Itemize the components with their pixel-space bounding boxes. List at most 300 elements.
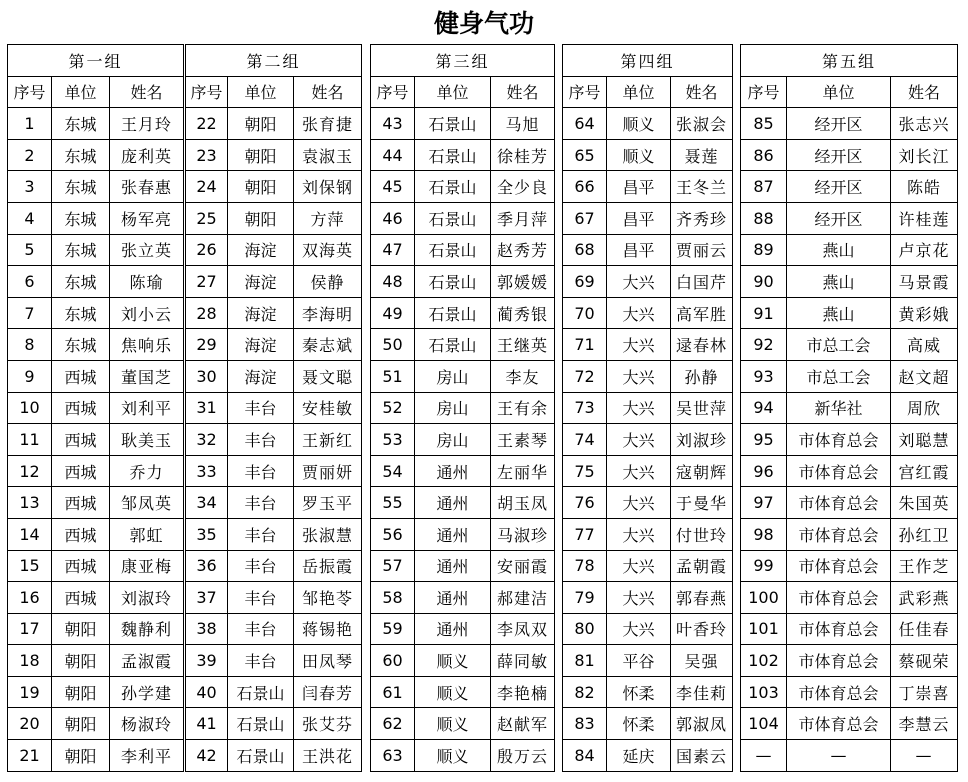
cell-name: 宫红霞: [891, 455, 958, 487]
cell-unit: 丰台: [228, 487, 294, 519]
cell-unit: 石景山: [415, 329, 491, 361]
table-row: [741, 645, 958, 677]
table-row: [741, 550, 958, 582]
cell-name: 邹凤英: [110, 487, 184, 519]
cell-unit: 西城: [52, 518, 110, 550]
cell-index: 35: [186, 518, 228, 550]
cell-name: 孙静: [671, 360, 733, 392]
table-row: [563, 645, 733, 677]
group-title: 第一组: [8, 45, 184, 77]
table-row: [563, 202, 733, 234]
cell-index: 47: [371, 234, 415, 266]
cell-unit: 石景山: [228, 708, 294, 740]
column-header-index: 序号: [741, 76, 787, 108]
cell-unit: 大兴: [607, 487, 671, 519]
cell-name: 黄彩娥: [891, 297, 958, 329]
table-row: [563, 676, 733, 708]
cell-unit: 东城: [52, 266, 110, 298]
cell-unit: 朝阳: [52, 676, 110, 708]
group-table-3: [370, 44, 555, 772]
table-row: [741, 139, 958, 171]
cell-unit: 海淀: [228, 297, 294, 329]
cell-name: 闫春芳: [294, 676, 362, 708]
cell-name: 李利平: [110, 740, 184, 772]
cell-name: 丁崇喜: [891, 676, 958, 708]
cell-index: 12: [8, 455, 52, 487]
cell-name: 王月玲: [110, 108, 184, 140]
cell-name: 王冬兰: [671, 171, 733, 203]
table-row: [371, 518, 555, 550]
cell-name: 赵秀芳: [491, 234, 555, 266]
cell-unit: 燕山: [787, 234, 891, 266]
cell-index: 80: [563, 613, 607, 645]
table-row: [186, 455, 362, 487]
table-row: [8, 550, 184, 582]
column-header-unit: 单位: [607, 76, 671, 108]
table-row: [563, 329, 733, 361]
cell-index: 28: [186, 297, 228, 329]
cell-unit: 石景山: [228, 676, 294, 708]
cell-name: 叶香玲: [671, 613, 733, 645]
table-row: [371, 487, 555, 519]
group-table-2: [185, 44, 362, 772]
cell-index: 58: [371, 582, 415, 614]
table-row: [563, 582, 733, 614]
cell-index: 24: [186, 171, 228, 203]
cell-unit: 市总工会: [787, 329, 891, 361]
cell-index: 103: [741, 676, 787, 708]
cell-unit: 经开区: [787, 108, 891, 140]
cell-index: 14: [8, 518, 52, 550]
cell-index: 9: [8, 360, 52, 392]
cell-index: 48: [371, 266, 415, 298]
table-row: [8, 487, 184, 519]
header-row: [186, 76, 362, 108]
table-row: [8, 518, 184, 550]
cell-unit: 大兴: [607, 424, 671, 456]
cell-index: 77: [563, 518, 607, 550]
cell-unit: 丰台: [228, 392, 294, 424]
cell-name: 李友: [491, 360, 555, 392]
cell-name: 高威: [891, 329, 958, 361]
cell-index: 67: [563, 202, 607, 234]
cell-name: 刘利平: [110, 392, 184, 424]
cell-name: 李海明: [294, 297, 362, 329]
cell-unit: 大兴: [607, 329, 671, 361]
cell-unit: 通州: [415, 518, 491, 550]
cell-unit: 市体育总会: [787, 518, 891, 550]
cell-index: 7: [8, 297, 52, 329]
table-row: [371, 676, 555, 708]
table-row: [563, 487, 733, 519]
cell-unit: 市体育总会: [787, 645, 891, 677]
cell-unit: 顺义: [607, 108, 671, 140]
column-header-name: 姓名: [110, 76, 184, 108]
cell-unit: 海淀: [228, 329, 294, 361]
cell-index: 65: [563, 139, 607, 171]
cell-name: 孟淑霞: [110, 645, 184, 677]
cell-unit: 丰台: [228, 424, 294, 456]
table-row: [186, 518, 362, 550]
cell-index: 34: [186, 487, 228, 519]
cell-unit: 石景山: [415, 202, 491, 234]
cell-name: 刘淑珍: [671, 424, 733, 456]
cell-name: 聂文聪: [294, 360, 362, 392]
table-row: [371, 202, 555, 234]
cell-name: 刘保钢: [294, 171, 362, 203]
cell-name: 董国芝: [110, 360, 184, 392]
cell-name: 田凤琴: [294, 645, 362, 677]
cell-name: 乔力: [110, 455, 184, 487]
cell-index: 96: [741, 455, 787, 487]
cell-index: 73: [563, 392, 607, 424]
cell-index: 70: [563, 297, 607, 329]
table-row: [563, 392, 733, 424]
cell-name: 张艾芬: [294, 708, 362, 740]
cell-unit: 朝阳: [52, 740, 110, 772]
cell-name: 孟朝霞: [671, 550, 733, 582]
cell-name: 王新红: [294, 424, 362, 456]
cell-unit: 顺义: [415, 645, 491, 677]
cell-index: 75: [563, 455, 607, 487]
cell-index: 60: [371, 645, 415, 677]
cell-unit: 平谷: [607, 645, 671, 677]
cell-name: 李凤双: [491, 613, 555, 645]
table-row: [371, 139, 555, 171]
table-row: [563, 108, 733, 140]
cell-unit: 丰台: [228, 613, 294, 645]
cell-index: 21: [8, 740, 52, 772]
cell-index: 61: [371, 676, 415, 708]
cell-unit: 丰台: [228, 582, 294, 614]
cell-name: 郭虹: [110, 518, 184, 550]
cell-unit: 怀柔: [607, 676, 671, 708]
table-row: [563, 266, 733, 298]
cell-index: 33: [186, 455, 228, 487]
table-row: [186, 708, 362, 740]
table-row: [741, 518, 958, 550]
column-header-index: 序号: [8, 76, 52, 108]
cell-unit: 通州: [415, 487, 491, 519]
cell-index: 16: [8, 582, 52, 614]
table-row: [186, 424, 362, 456]
cell-name: 付世玲: [671, 518, 733, 550]
cell-unit: 海淀: [228, 360, 294, 392]
table-row: [563, 360, 733, 392]
cell-unit: 大兴: [607, 266, 671, 298]
cell-index: 30: [186, 360, 228, 392]
cell-name: 许桂莲: [891, 202, 958, 234]
table-row: [8, 708, 184, 740]
cell-index: 17: [8, 613, 52, 645]
table-row: [741, 297, 958, 329]
cell-name: 徐桂芳: [491, 139, 555, 171]
table-row: [741, 582, 958, 614]
cell-index: 3: [8, 171, 52, 203]
cell-unit: 大兴: [607, 297, 671, 329]
cell-name: 王作芝: [891, 550, 958, 582]
cell-name: 郝建洁: [491, 582, 555, 614]
cell-unit: 西城: [52, 424, 110, 456]
cell-unit: 朝阳: [228, 139, 294, 171]
cell-unit: 顺义: [607, 139, 671, 171]
table-row: [186, 676, 362, 708]
cell-unit: 石景山: [415, 108, 491, 140]
table-row: [741, 266, 958, 298]
header-row: [371, 76, 555, 108]
cell-index: 82: [563, 676, 607, 708]
cell-unit: 大兴: [607, 582, 671, 614]
cell-index: 50: [371, 329, 415, 361]
cell-index: 79: [563, 582, 607, 614]
cell-name: 武彩燕: [891, 582, 958, 614]
cell-name: 刘聪慧: [891, 424, 958, 456]
group-table-1: [7, 44, 184, 772]
cell-unit: 石景山: [415, 234, 491, 266]
table-row: [8, 297, 184, 329]
cell-name: 康亚梅: [110, 550, 184, 582]
cell-name: 季月萍: [491, 202, 555, 234]
cell-index: 86: [741, 139, 787, 171]
cell-index: 101: [741, 613, 787, 645]
cell-index: 44: [371, 139, 415, 171]
cell-index: 49: [371, 297, 415, 329]
cell-unit: 石景山: [228, 740, 294, 772]
cell-name: 马淑珍: [491, 518, 555, 550]
table-row: [563, 171, 733, 203]
table-row: [563, 708, 733, 740]
cell-unit: —: [787, 740, 891, 772]
column-header-index: 序号: [186, 76, 228, 108]
cell-index: 8: [8, 329, 52, 361]
cell-unit: 大兴: [607, 455, 671, 487]
cell-unit: 朝阳: [228, 108, 294, 140]
table-row: [741, 329, 958, 361]
table-row: [563, 455, 733, 487]
cell-index: 83: [563, 708, 607, 740]
cell-index: 46: [371, 202, 415, 234]
cell-name: 马旭: [491, 108, 555, 140]
cell-name: 寇朝辉: [671, 455, 733, 487]
cell-unit: 顺义: [415, 740, 491, 772]
column-header-unit: 单位: [52, 76, 110, 108]
table-row: [563, 297, 733, 329]
cell-index: 42: [186, 740, 228, 772]
table-row: [186, 108, 362, 140]
table-row: [741, 740, 958, 772]
cell-unit: 大兴: [607, 392, 671, 424]
cell-name: 胡玉凤: [491, 487, 555, 519]
cell-name: 张育捷: [294, 108, 362, 140]
group-title: 第二组: [186, 45, 362, 77]
cell-name: 王素琴: [491, 424, 555, 456]
cell-name: 赵文超: [891, 360, 958, 392]
cell-unit: 朝阳: [228, 202, 294, 234]
table-row: [186, 266, 362, 298]
cell-unit: 西城: [52, 582, 110, 614]
cell-name: 高军胜: [671, 297, 733, 329]
cell-index: 27: [186, 266, 228, 298]
cell-unit: 西城: [52, 455, 110, 487]
table-row: [8, 139, 184, 171]
table-row: [186, 297, 362, 329]
table-row: [371, 171, 555, 203]
cell-unit: 市体育总会: [787, 455, 891, 487]
cell-unit: 丰台: [228, 550, 294, 582]
cell-name: 左丽华: [491, 455, 555, 487]
cell-index: 72: [563, 360, 607, 392]
cell-index: 95: [741, 424, 787, 456]
cell-unit: 顺义: [415, 676, 491, 708]
cell-unit: 通州: [415, 582, 491, 614]
cell-name: —: [891, 740, 958, 772]
cell-index: 97: [741, 487, 787, 519]
cell-unit: 东城: [52, 202, 110, 234]
cell-index: 74: [563, 424, 607, 456]
cell-name: 蔺秀银: [491, 297, 555, 329]
table-row: [371, 360, 555, 392]
cell-name: 李佳莉: [671, 676, 733, 708]
cell-unit: 东城: [52, 139, 110, 171]
cell-unit: 丰台: [228, 645, 294, 677]
table-row: [563, 613, 733, 645]
cell-unit: 大兴: [607, 613, 671, 645]
cell-index: 15: [8, 550, 52, 582]
cell-index: 4: [8, 202, 52, 234]
column-header-name: 姓名: [671, 76, 733, 108]
table-row: [741, 455, 958, 487]
cell-name: 殷万云: [491, 740, 555, 772]
cell-name: 郭春燕: [671, 582, 733, 614]
cell-name: 贾丽云: [671, 234, 733, 266]
cell-name: 安桂敏: [294, 392, 362, 424]
cell-index: 104: [741, 708, 787, 740]
cell-unit: 石景山: [415, 266, 491, 298]
cell-name: 吴强: [671, 645, 733, 677]
cell-index: 2: [8, 139, 52, 171]
cell-name: 邹艳苓: [294, 582, 362, 614]
cell-index: 81: [563, 645, 607, 677]
cell-name: 陈瑜: [110, 266, 184, 298]
cell-unit: 西城: [52, 360, 110, 392]
table-row: [563, 740, 733, 772]
cell-index: 55: [371, 487, 415, 519]
column-header-index: 序号: [563, 76, 607, 108]
cell-name: 逯春林: [671, 329, 733, 361]
cell-name: 庞利英: [110, 139, 184, 171]
table-row: [8, 424, 184, 456]
table-row: [8, 740, 184, 772]
cell-index: 88: [741, 202, 787, 234]
cell-unit: 大兴: [607, 360, 671, 392]
table-row: [371, 613, 555, 645]
column-header-name: 姓名: [294, 76, 362, 108]
cell-index: 76: [563, 487, 607, 519]
cell-index: 18: [8, 645, 52, 677]
table-row: [186, 550, 362, 582]
cell-unit: 石景山: [415, 139, 491, 171]
cell-unit: 海淀: [228, 266, 294, 298]
cell-name: 蔡砚荣: [891, 645, 958, 677]
cell-index: 53: [371, 424, 415, 456]
cell-unit: 通州: [415, 455, 491, 487]
cell-index: 62: [371, 708, 415, 740]
table-row: [186, 487, 362, 519]
table-row: [371, 297, 555, 329]
cell-index: 98: [741, 518, 787, 550]
table-row: [8, 234, 184, 266]
cell-index: 54: [371, 455, 415, 487]
cell-index: 13: [8, 487, 52, 519]
cell-unit: 市体育总会: [787, 550, 891, 582]
cell-unit: 市体育总会: [787, 613, 891, 645]
table-row: [741, 613, 958, 645]
cell-unit: 市总工会: [787, 360, 891, 392]
cell-name: 白国芹: [671, 266, 733, 298]
cell-name: 任佳春: [891, 613, 958, 645]
cell-unit: 通州: [415, 550, 491, 582]
cell-index: 38: [186, 613, 228, 645]
cell-unit: 西城: [52, 392, 110, 424]
cell-unit: 东城: [52, 108, 110, 140]
cell-name: 张淑慧: [294, 518, 362, 550]
table-row: [186, 740, 362, 772]
cell-index: 31: [186, 392, 228, 424]
cell-index: 6: [8, 266, 52, 298]
cell-index: 68: [563, 234, 607, 266]
cell-name: 朱国英: [891, 487, 958, 519]
table-row: [186, 582, 362, 614]
cell-index: —: [741, 740, 787, 772]
cell-name: 马景霞: [891, 266, 958, 298]
cell-index: 57: [371, 550, 415, 582]
cell-unit: 房山: [415, 360, 491, 392]
table-row: [563, 518, 733, 550]
cell-name: 张淑会: [671, 108, 733, 140]
cell-unit: 西城: [52, 550, 110, 582]
cell-unit: 大兴: [607, 550, 671, 582]
table-row: [371, 234, 555, 266]
column-header-unit: 单位: [787, 76, 891, 108]
table-row: [8, 108, 184, 140]
table-row: [371, 329, 555, 361]
cell-index: 69: [563, 266, 607, 298]
table-row: [563, 234, 733, 266]
cell-index: 39: [186, 645, 228, 677]
cell-index: 85: [741, 108, 787, 140]
table-row: [563, 424, 733, 456]
cell-unit: 石景山: [415, 171, 491, 203]
cell-index: 89: [741, 234, 787, 266]
cell-unit: 昌平: [607, 171, 671, 203]
cell-index: 11: [8, 424, 52, 456]
cell-index: 102: [741, 645, 787, 677]
cell-name: 杨淑玲: [110, 708, 184, 740]
cell-name: 刘小云: [110, 297, 184, 329]
cell-unit: 怀柔: [607, 708, 671, 740]
table-row: [371, 455, 555, 487]
cell-name: 双海英: [294, 234, 362, 266]
cell-name: 王洪花: [294, 740, 362, 772]
cell-index: 51: [371, 360, 415, 392]
cell-index: 100: [741, 582, 787, 614]
cell-unit: 市体育总会: [787, 676, 891, 708]
table-row: [186, 360, 362, 392]
table-row: [741, 708, 958, 740]
cell-name: 贾丽妍: [294, 455, 362, 487]
cell-name: 国素云: [671, 740, 733, 772]
cell-name: 张志兴: [891, 108, 958, 140]
